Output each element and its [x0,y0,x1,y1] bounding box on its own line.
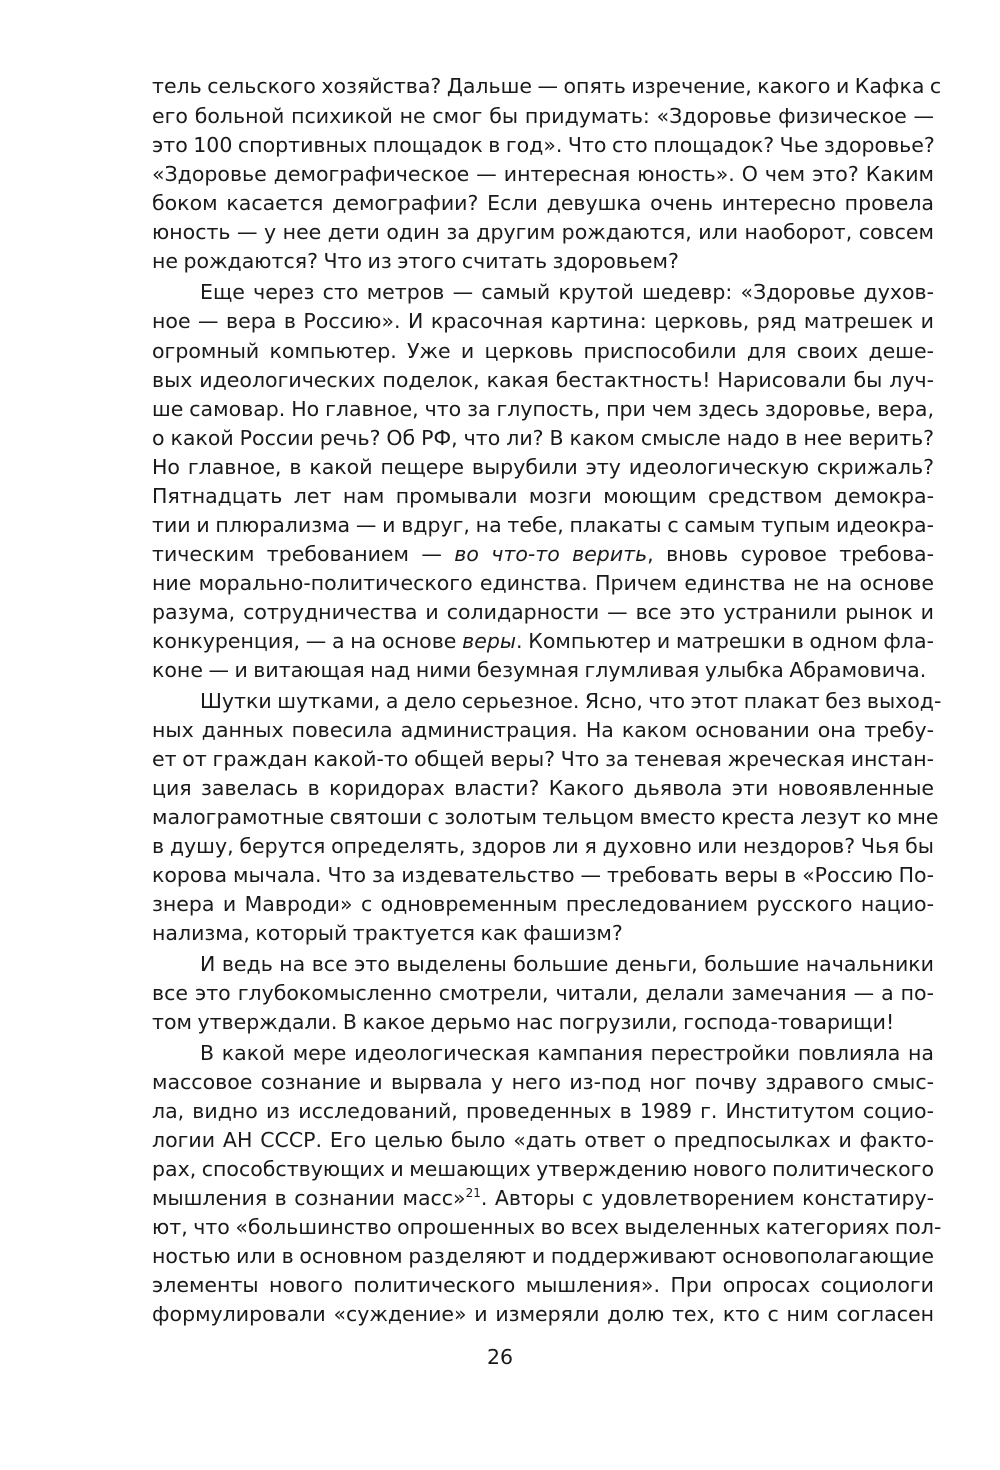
text-line: ше самовар. Но главное, что за глупость, при чем здесь здоровье, вера, [152,397,934,421]
text-line: коне — и витающая над ними безумная глумливая улыбка Абрамовича. [152,658,927,682]
text-line: тии и плюрализма — и вдруг, на тебе, плакаты с самым тупым идеокра- [152,513,934,537]
text-line: массовое сознание и вырвала у него из-под ног почву здравого смыс- [152,1070,934,1094]
text-line: огромный компьютер. Уже и церковь приспособили для своих деше- [152,339,934,363]
text-line: И ведь на все это выделены большие деньги, большие начальники [200,952,934,976]
text-line: нализма, который трактуется как фашизм? [152,921,623,945]
text-line: В какой мере идеологическая кампания перестройки повлияла на [200,1041,934,1065]
text-line: все это глубокомысленно смотрели, читали, делали замечания — а по- [152,981,934,1005]
text-line: Еще через сто метров — самый крутой шедевр: «Здоровье духов- [200,280,934,304]
text-line: ют, что «большинство опрошенных во всех выделенных категориях пол- [152,1215,942,1239]
text-line: ла, видно из исследований, проведенных в 1989 г. Институтом социо- [152,1099,934,1123]
text-line: тическим требованием — во что-то верить, вновь суровое требова- [152,542,934,566]
text-line: юность — у нее дети один за другим рождаются, или наоборот, совсем [152,220,934,244]
italic-word: веры [462,629,517,653]
text-line: вых идеологических поделок, какая бестактность! Нарисовали бы луч- [152,368,934,392]
text-line: том утверждали. В какое дерьмо нас погрузили, господа-товарищи! [152,1010,895,1034]
footnote-reference[interactable]: 21 [465,1186,481,1200]
text-line: конкуренция, — а на основе веры. Компьютер и матрешки в одном фла- [152,629,934,653]
text-line: ет от граждан какой-то общей веры? Что за теневая жреческая инстан- [152,747,934,771]
text-line: мышления в сознании масс»$^{21}$. Авторы с удовлетворением констатиру- [152,1186,934,1210]
text-line: не рождаются? Что из этого считать здоровьем? [152,249,679,273]
text-line: Но главное, в какой пещере вырубили эту идеологическую скрижаль? [152,455,934,479]
text-line: о какой России речь? Об РФ, что ли? В каком смысле надо в нее верить? [152,426,934,450]
text-line: корова мычала. Что за издевательство — требовать веры в «Россию По- [152,863,934,887]
text-line: формулировали «суждение» и измеряли долю тех, кто с ним согласен [152,1302,934,1326]
text-line: в душу, берутся определять, здоров ли я духовно или нездоров? Чья бы [152,834,934,858]
text-line: ция завелась в коридорах власти? Какого дьявола эти новоявленные [152,776,934,800]
text-line: его больной психикой не смог бы придумать: «Здоровье физическое — [152,104,934,128]
text-line: Шутки шутками, а дело серьезное. Ясно, что этот плакат без выход- [200,689,942,713]
text-line: Пятнадцать лет нам промывали мозги моющим средством демокра- [152,484,934,508]
text-line: малограмотные святоши с золотым тельцом вместо креста лезут ко мне [152,805,939,829]
text-line: знера и Мавроди» с одновременным преследованием русского нацио- [152,892,934,916]
text-line: тель сельского хозяйства? Дальше — опять изречение, какого и Кафка с [152,74,942,98]
text-line: ние морально-политического единства. Причем единства не на основе [152,571,934,595]
text-line: боком касается демографии? Если девушка очень интересно провела [152,191,934,215]
italic-phrase: во что-то верить [454,542,648,566]
text-line: разума, сотрудничества и солидарности — все это устранили рынок и [152,600,934,624]
text-line: это 100 спортивных площадок в год». Что сто площадок? Чье здоровье? [152,133,935,157]
text-line: ностью или в основном разделяют и поддерживают основополагающие [152,1244,934,1268]
text-line: рах, способствующих и мешающих утверждению нового политического [152,1157,934,1181]
text-line: «Здоровье демографическое — интересная юность». О чем это? Каким [152,162,934,186]
text-line: элементы нового политического мышления». При опросах социологи [152,1273,934,1297]
page-number: 26 [486,1345,514,1369]
text-line: ных данных повесила администрация. На каком основании она требу- [152,718,934,742]
text-line: ное — вера в Россию». И красочная картина: церковь, ряд матрешек и [152,309,934,333]
text-line: логии АН СССР. Его целью было «дать ответ о предпосылках и факто- [152,1128,934,1152]
